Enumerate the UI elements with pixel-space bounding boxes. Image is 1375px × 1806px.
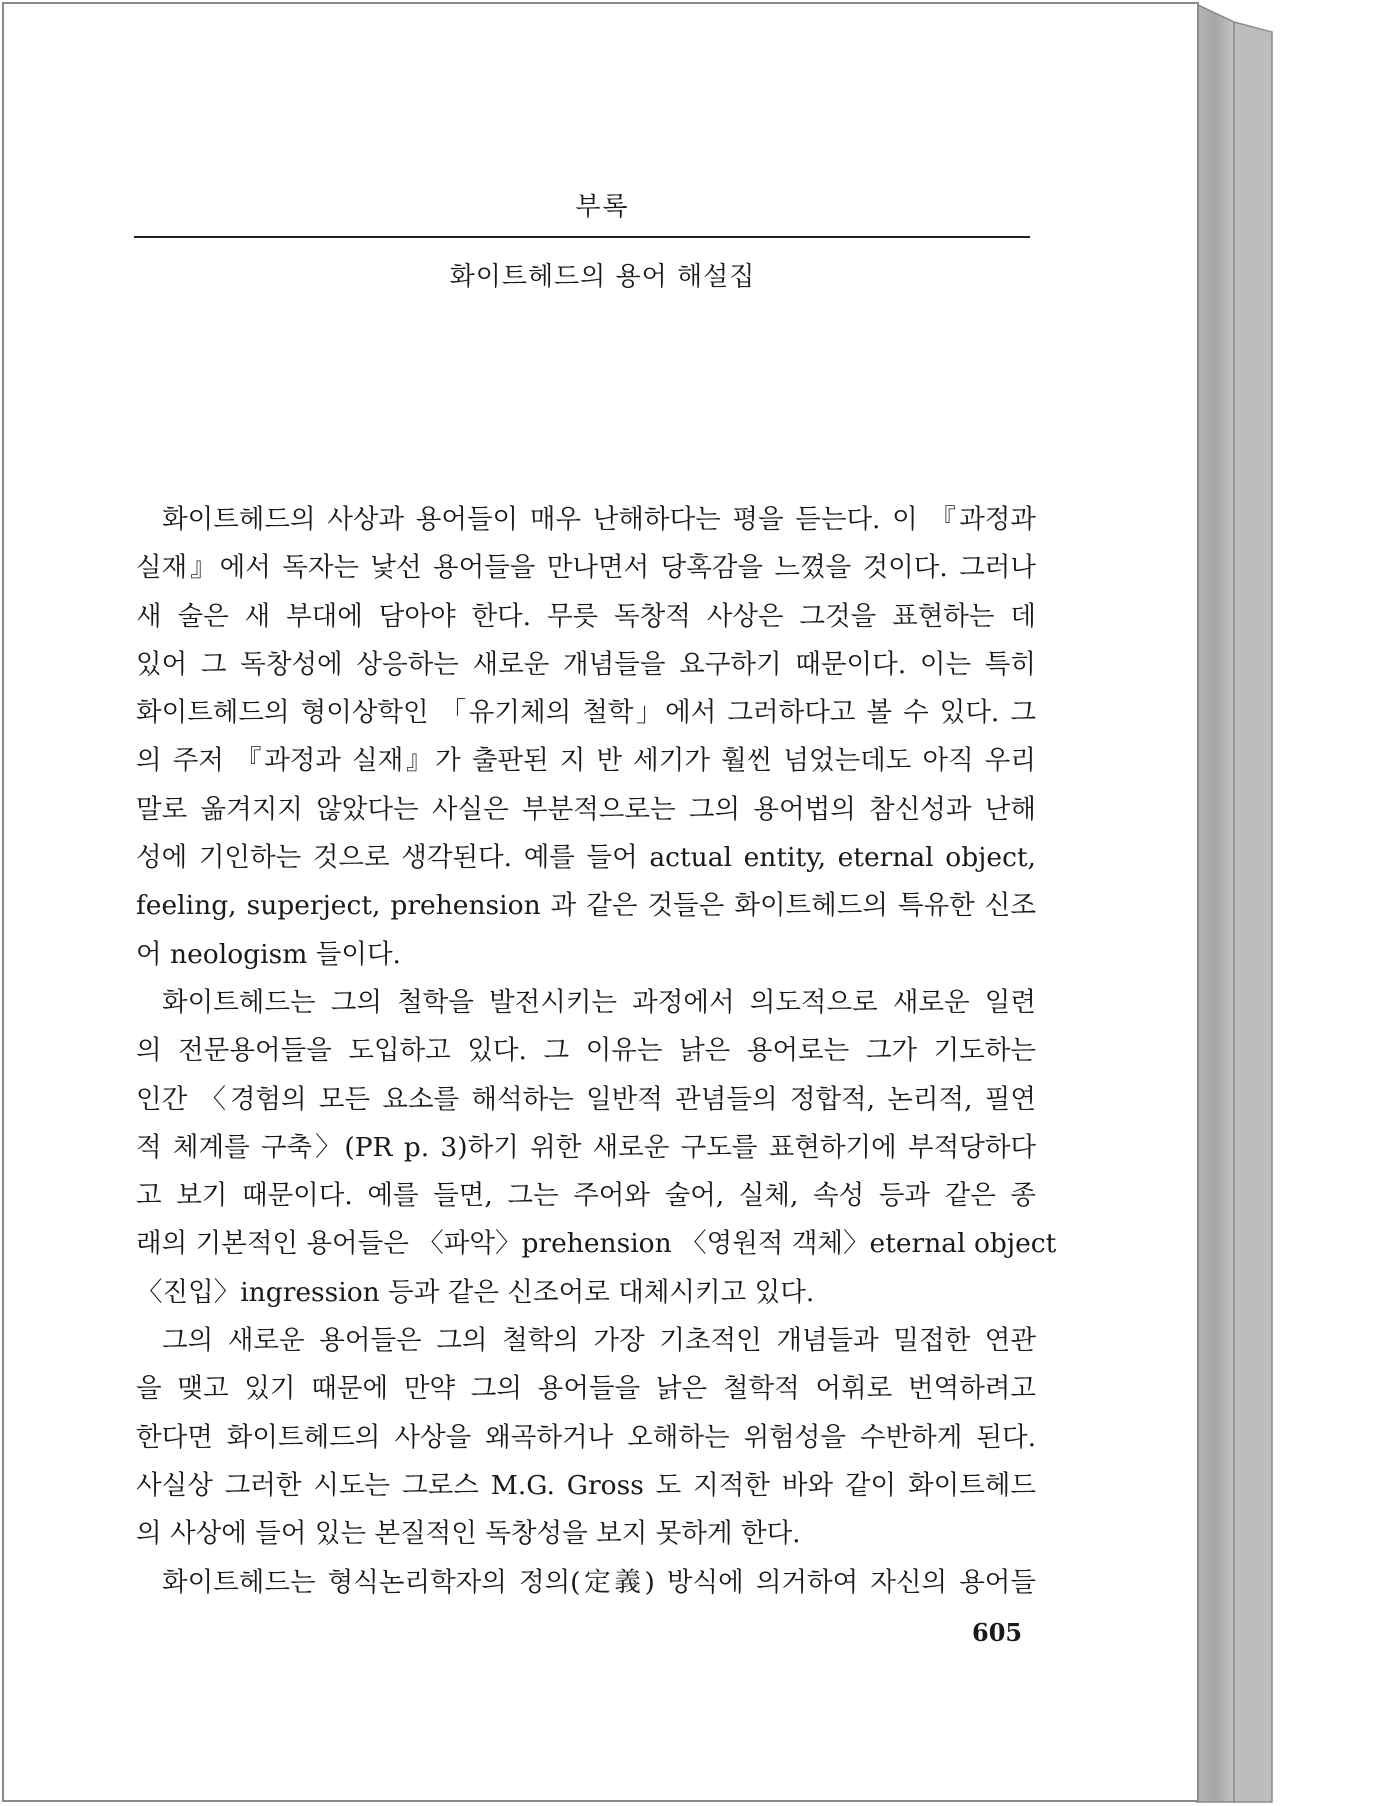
- text-line: 실재』에서 독자는 낯선 용어들을 만나면서 당혹감을 느꼈을 것이다. 그러나: [136, 552, 1036, 584]
- section-title: 화이트헤드의 용어 해설집: [449, 262, 756, 292]
- text-line: 적 체계를 구축〉(PR p. 3)하기 위한 새로운 구도를 표현하기에 부적당하다: [136, 1131, 1036, 1163]
- text-line: 어 neologism 들이다.: [136, 938, 401, 970]
- text-line: 고 보기 때문이다. 예를 들면, 그는 주어와 술어, 실체, 속성 등과 같은 종: [136, 1180, 1036, 1212]
- text-line: 성에 기인하는 것으로 생각된다. 예를 들어 actual entity, eternal object,: [136, 842, 1036, 874]
- book-page: [2, 2, 1199, 1802]
- text-line: 화이트헤드는 그의 철학을 발전시키는 과정에서 의도적으로 새로운 일련: [162, 986, 1036, 1018]
- text-line: 〈진입〉ingression 등과 같은 신조어로 대체시키고 있다.: [136, 1276, 815, 1308]
- header-rule: [134, 236, 1030, 238]
- text-line: 화이트헤드의 형이상학인 「유기체의 철학」에서 그러하다고 볼 수 있다. 그: [136, 697, 1036, 729]
- text-line: 의 사상에 들어 있는 본질적인 독창성을 보지 못하게 한다.: [136, 1518, 801, 1550]
- running-head: 부록: [575, 192, 630, 222]
- text-line: 말로 옮겨지지 않았다는 사실은 부분적으로는 그의 용어법의 참신성과 난해: [136, 793, 1036, 825]
- text-line: 화이트헤드의 사상과 용어들이 매우 난해하다는 평을 듣는다. 이 『과정과: [162, 504, 1036, 535]
- page-stack-shading: [1196, 4, 1276, 1804]
- text-line: 인간 〈경험의 모든 요소를 해석하는 일반적 관념들의 정합적, 논리적, 필연: [136, 1083, 1036, 1115]
- text-line: feeling, superject, prehension 과 같은 것들은 화이트헤드의 특유한 신조: [136, 890, 1036, 922]
- text-line: 사실상 그러한 시도는 그로스 M.G. Gross 도 지적한 바와 같이 화이트헤드: [136, 1469, 1036, 1501]
- text-line: 새 술은 새 부대에 담아야 한다. 무릇 독창적 사상은 그것을 표현하는 데: [136, 600, 1036, 632]
- text-line: 래의 기본적인 용어들은 〈파악〉prehension 〈영원적 객체〉eternal object: [136, 1228, 1057, 1260]
- text-line: 한다면 화이트헤드의 사상을 왜곡하거나 오해하는 위험성을 수반하게 된다.: [136, 1421, 1036, 1453]
- body-text: [136, 496, 1057, 1607]
- text-line: 을 맺고 있기 때문에 만약 그의 용어들을 낡은 철학적 어휘로 번역하려고: [136, 1373, 1036, 1405]
- text-line: 의 주저 『과정과 실재』가 출판된 지 반 세기가 훨씬 넘었는데도 아직 우리: [136, 745, 1036, 777]
- page-number: 605: [972, 1618, 1023, 1647]
- text-line: 그의 새로운 용어들은 그의 철학의 가장 기초적인 개념들과 밀접한 연관: [162, 1325, 1036, 1357]
- text-line: 있어 그 독창성에 상응하는 새로운 개념들을 요구하기 때문이다. 이는 특히: [136, 648, 1036, 680]
- text-line: 의 전문용어들을 도입하고 있다. 그 이유는 낡은 용어로는 그가 기도하는: [136, 1035, 1036, 1067]
- text-line: 화이트헤드는 형식논리학자의 정의(定義) 방식에 의거하여 자신의 용어들: [162, 1566, 1036, 1598]
